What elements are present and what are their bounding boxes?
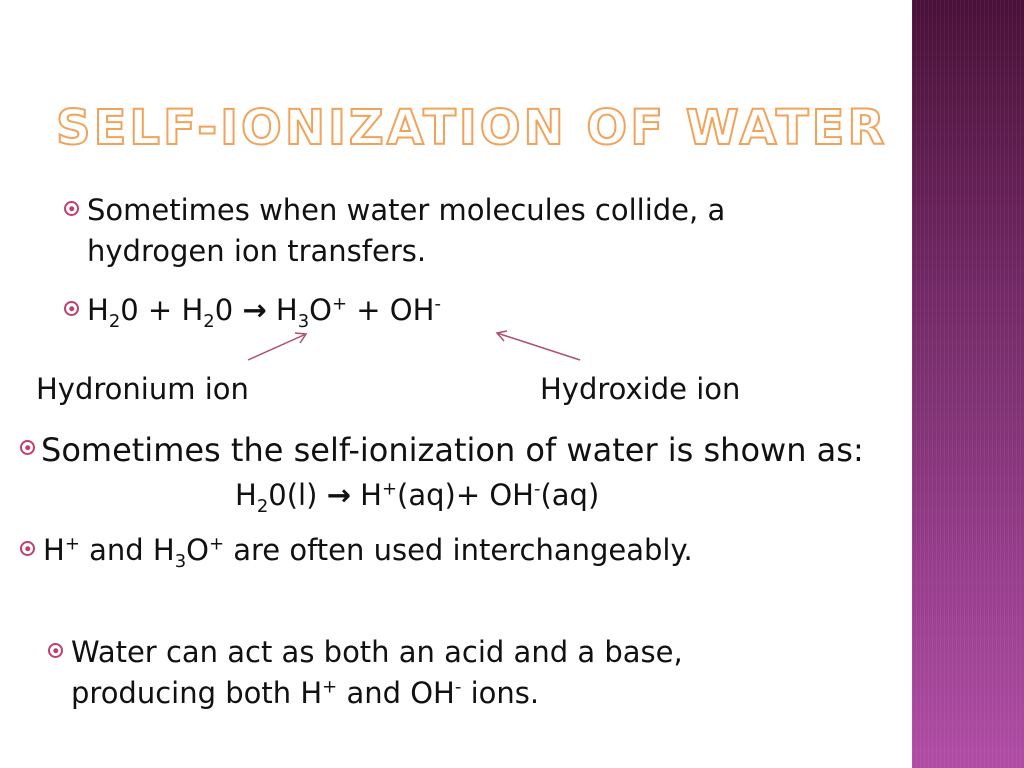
bullet-icon: [20, 440, 35, 455]
bullet-icon: [20, 541, 35, 556]
bullet-text: H+ and $H_3O^+$ are often used interchangeably.: [43, 533, 693, 572]
arrow-icon: →: [242, 293, 267, 327]
bullet-text: Sometimes the self-ionization of water is shown as:: [41, 431, 864, 469]
equation-simplified: $H_20(l) \to H^+(aq)+ OH^-(aq)$: [235, 478, 600, 517]
hydronium-pointer-line: [248, 334, 306, 360]
bullet-item-acid-base: [48, 632, 868, 714]
bullet-item-interchangeable: [20, 530, 693, 571]
bullet-item-shown-as: [20, 428, 910, 520]
equation-hydronium: $H_20 + H_20 \to H_3O^+ + OH^-$: [87, 293, 441, 332]
hydronium-ion-label: Hydronium ion: [36, 372, 249, 406]
arrow-icon: →: [326, 478, 351, 512]
hydroxide-pointer-line: [497, 333, 580, 360]
bullet-text: Water can act as both an acid and a base, producing both H+ and OH- ions.: [71, 635, 683, 711]
slide-title: SELF-IONIZATION OF WATER: [56, 100, 888, 156]
hydroxide-ion-label: Hydroxide ion: [540, 372, 741, 406]
bullet-icon: [48, 643, 63, 658]
bullet-text: Sometimes when water molecules collide, a hydrogen ion transfers.: [87, 193, 726, 269]
